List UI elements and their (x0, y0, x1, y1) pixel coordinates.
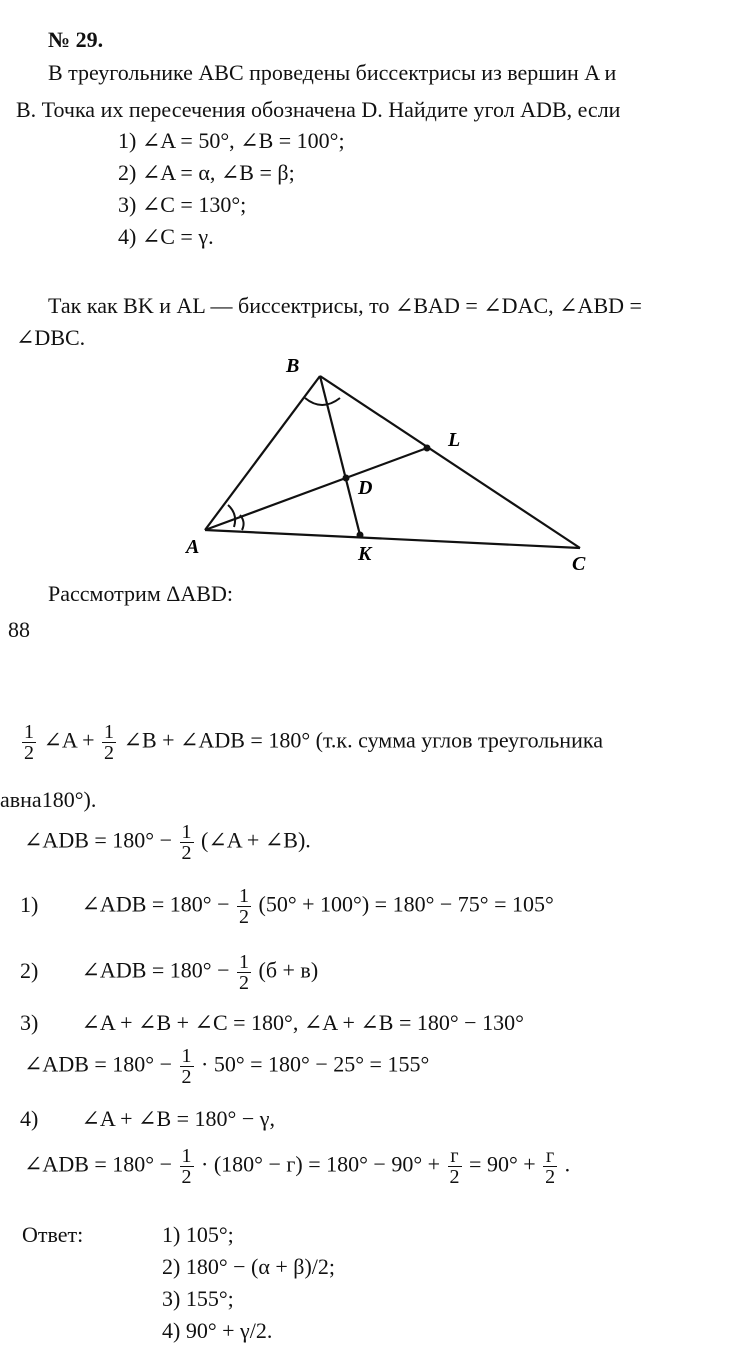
label-a: A (186, 536, 200, 558)
consider-triangle: Рассмотрим ΔABD: (48, 581, 233, 606)
case-2-solution: 2) ∠ADB = 180° − $\frac{1}{2}$ (б + в) (20, 951, 319, 994)
label-l: L (448, 429, 461, 451)
side-ac (205, 530, 580, 548)
statement-line-2: B. Точка их пересечения обозначена D. Найдите угол ADB, если (16, 97, 621, 122)
angle-arc-a-1 (228, 505, 235, 527)
case-3-solution-line: 3) ∠A + ∠B + ∠C = 180°, ∠A + ∠B = 180° − 130° (20, 1010, 524, 1035)
page-number: 88 (8, 617, 30, 642)
eq-sum-b: ∠B + ∠ADB = 180° (123, 727, 311, 753)
point-l (424, 445, 431, 452)
frac-half-a: $\frac{1}{2}$ (24, 721, 34, 764)
frac-half-b: $\frac{1}{2}$ (104, 721, 115, 764)
statement-line-1: В треугольнике ABC проведены биссектрисы из вершин A и (48, 60, 617, 85)
case-4-given: 4) ∠C = γ. (118, 224, 214, 249)
answer-item-1: 1) 105°; (162, 1222, 234, 1247)
label-d: D (358, 477, 373, 499)
case-4-solution-line: 4) ∠A + ∠B = 180° − γ, (20, 1106, 275, 1131)
case-1-solution: 1) ∠ADB = 180° − $\frac{1}{2}$ (50° + 100°) = 180° − 75° = 105° (20, 885, 554, 928)
answer-item-3: 3) 155°; (162, 1286, 234, 1311)
angle-arc-b (305, 398, 340, 405)
eq-general: ∠ADB = 180° − $\frac{1}{2}$ (∠A + ∠B). (24, 821, 311, 864)
bisector-bk (320, 376, 360, 535)
answer-label: Ответ: (22, 1222, 84, 1247)
bisector-al (205, 448, 427, 530)
case-4-solution: ∠ADB = 180° − $\frac{1}{2}$ · (180° − г) = 180° − 90° + $\frac{г}{2}$ = 90° + $\frac{г}{2}$ . (24, 1145, 571, 1188)
case-1-given: 1) ∠A = 50°, ∠B = 100°; (118, 128, 345, 153)
label-k: K (358, 543, 372, 565)
triangle-figure (0, 0, 730, 600)
eq-sum-note-2: авна180°). (0, 787, 97, 812)
case-3-solution: ∠ADB = 180° − $\frac{1}{2}$ · 50° = 180° − 25° = 155° (24, 1045, 430, 1088)
eq-sum-note: (т.к. сумма углов треугольника (315, 727, 603, 753)
problem-number: № 29. (48, 27, 104, 52)
eq-sum-a: ∠A + (43, 727, 95, 753)
eq-sum (20, 722, 603, 763)
answer-item-2: 2) 180° − (α + β)/2; (162, 1254, 336, 1279)
point-k (357, 532, 364, 539)
side-ab (205, 376, 320, 530)
angle-arc-a-2 (240, 515, 244, 530)
side-bc (320, 376, 580, 548)
label-b: B (286, 355, 300, 377)
solution-intro-1: Так как BK и AL — биссектрисы, то ∠BAD = ∠DAC, ∠ABD = (48, 293, 642, 318)
point-d (343, 475, 350, 482)
case-3-given: 3) ∠C = 130°; (118, 192, 247, 217)
label-c: C (572, 553, 586, 575)
answer-item-4: 4) 90° + γ/2. (162, 1318, 273, 1343)
case-2-given: 2) ∠A = α, ∠B = β; (118, 160, 295, 185)
solution-intro-2: ∠DBC. (16, 325, 86, 350)
